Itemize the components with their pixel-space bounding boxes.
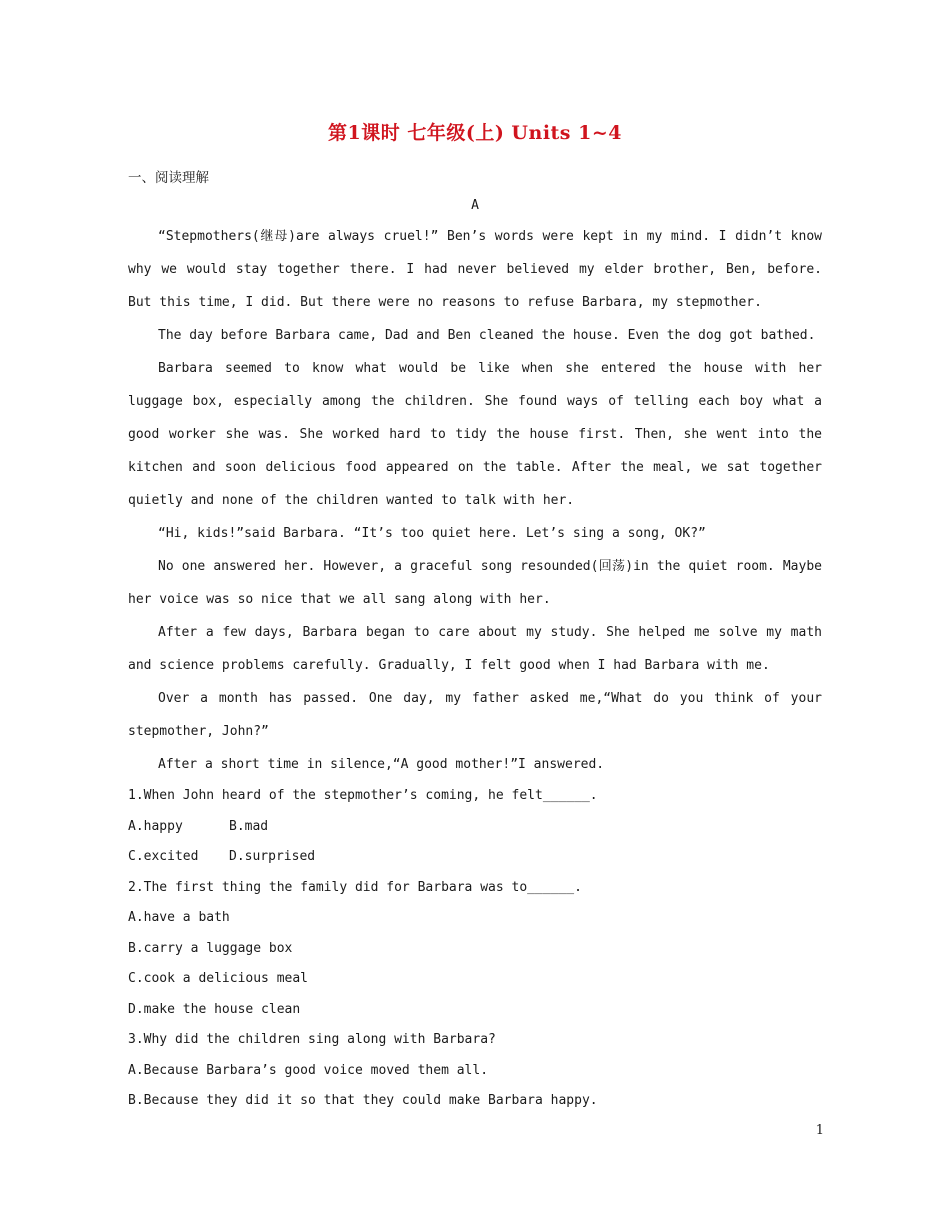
section-heading: 一、阅读理解 (128, 170, 209, 186)
passage-label: A (471, 198, 479, 213)
reading-passage (128, 220, 822, 1117)
question-1 (128, 781, 822, 873)
paragraph: Barbara seemed to know what would be like when she entered the house with her luggage box, especially among the children. She found ways of telling each boy what a good worker she was. She worked hard to tidy the house first. Then, she went into the kitchen and soon delicious food appeared on the table. After the meal, we sat together quietly and none of the children wanted to talk with her. (128, 361, 822, 508)
paragraph: No one answered her. However, a graceful song resounded(回荡)in the quiet room. Maybe her voice was so nice that we all sang along with her. (128, 559, 822, 607)
option-b: B.carry a luggage box (128, 940, 293, 956)
question-stem: 1.When John heard of the stepmother’s coming, he felt______. (128, 788, 598, 803)
question-stem: 3.Why did the children sing along with Barbara? (128, 1032, 496, 1047)
option-a: A.have a bath (128, 910, 230, 925)
option-c: C.cook a delicious meal (128, 971, 309, 986)
option-d: D.surprised (229, 849, 316, 864)
question-stem: 2.The first thing the family did for Barbara was to______. (128, 879, 582, 895)
question-3 (128, 1025, 822, 1117)
option-d: D.make the house clean (128, 1001, 301, 1017)
paragraph: Over a month has passed. One day, my father asked me,“What do you think of your stepmother, John?” (128, 691, 822, 739)
question-2 (128, 873, 822, 1026)
option-row (128, 812, 822, 843)
lesson-title: 第1课时 七年级(上) Units 1~4 (328, 122, 622, 144)
option-b: B.mad (229, 818, 269, 834)
option-b: B.Because they did it so that they could make Barbara happy. (128, 1093, 598, 1108)
option-a: A.happy (128, 818, 183, 834)
paragraph: “Hi, kids!”said Barbara. “It’s too quiet here. Let’s sing a song, OK?” (158, 526, 706, 541)
paragraph: After a few days, Barbara began to care about my study. She helped me solve my math and science problems carefully. Gradually, I felt good when I had Barbara with me. (128, 625, 822, 673)
option-c: C.excited (128, 849, 199, 864)
option-row (128, 842, 822, 873)
paragraph: The day before Barbara came, Dad and Ben cleaned the house. Even the dog got bathed. (158, 328, 816, 343)
page-number: 1 (815, 1123, 824, 1138)
option-a: A.Because Barbara’s good voice moved them all. (128, 1062, 489, 1078)
paragraph: After a short time in silence,“A good mother!”I answered. (158, 757, 605, 772)
paragraph: “Stepmothers(继母)are always cruel!” Ben’s words were kept in my mind. I didn’t know why we would stay together there. I had never believed my elder brother, Ben, before. But this time, I did. But there were no reasons to refuse Barbara, my stepmother. (128, 229, 822, 310)
